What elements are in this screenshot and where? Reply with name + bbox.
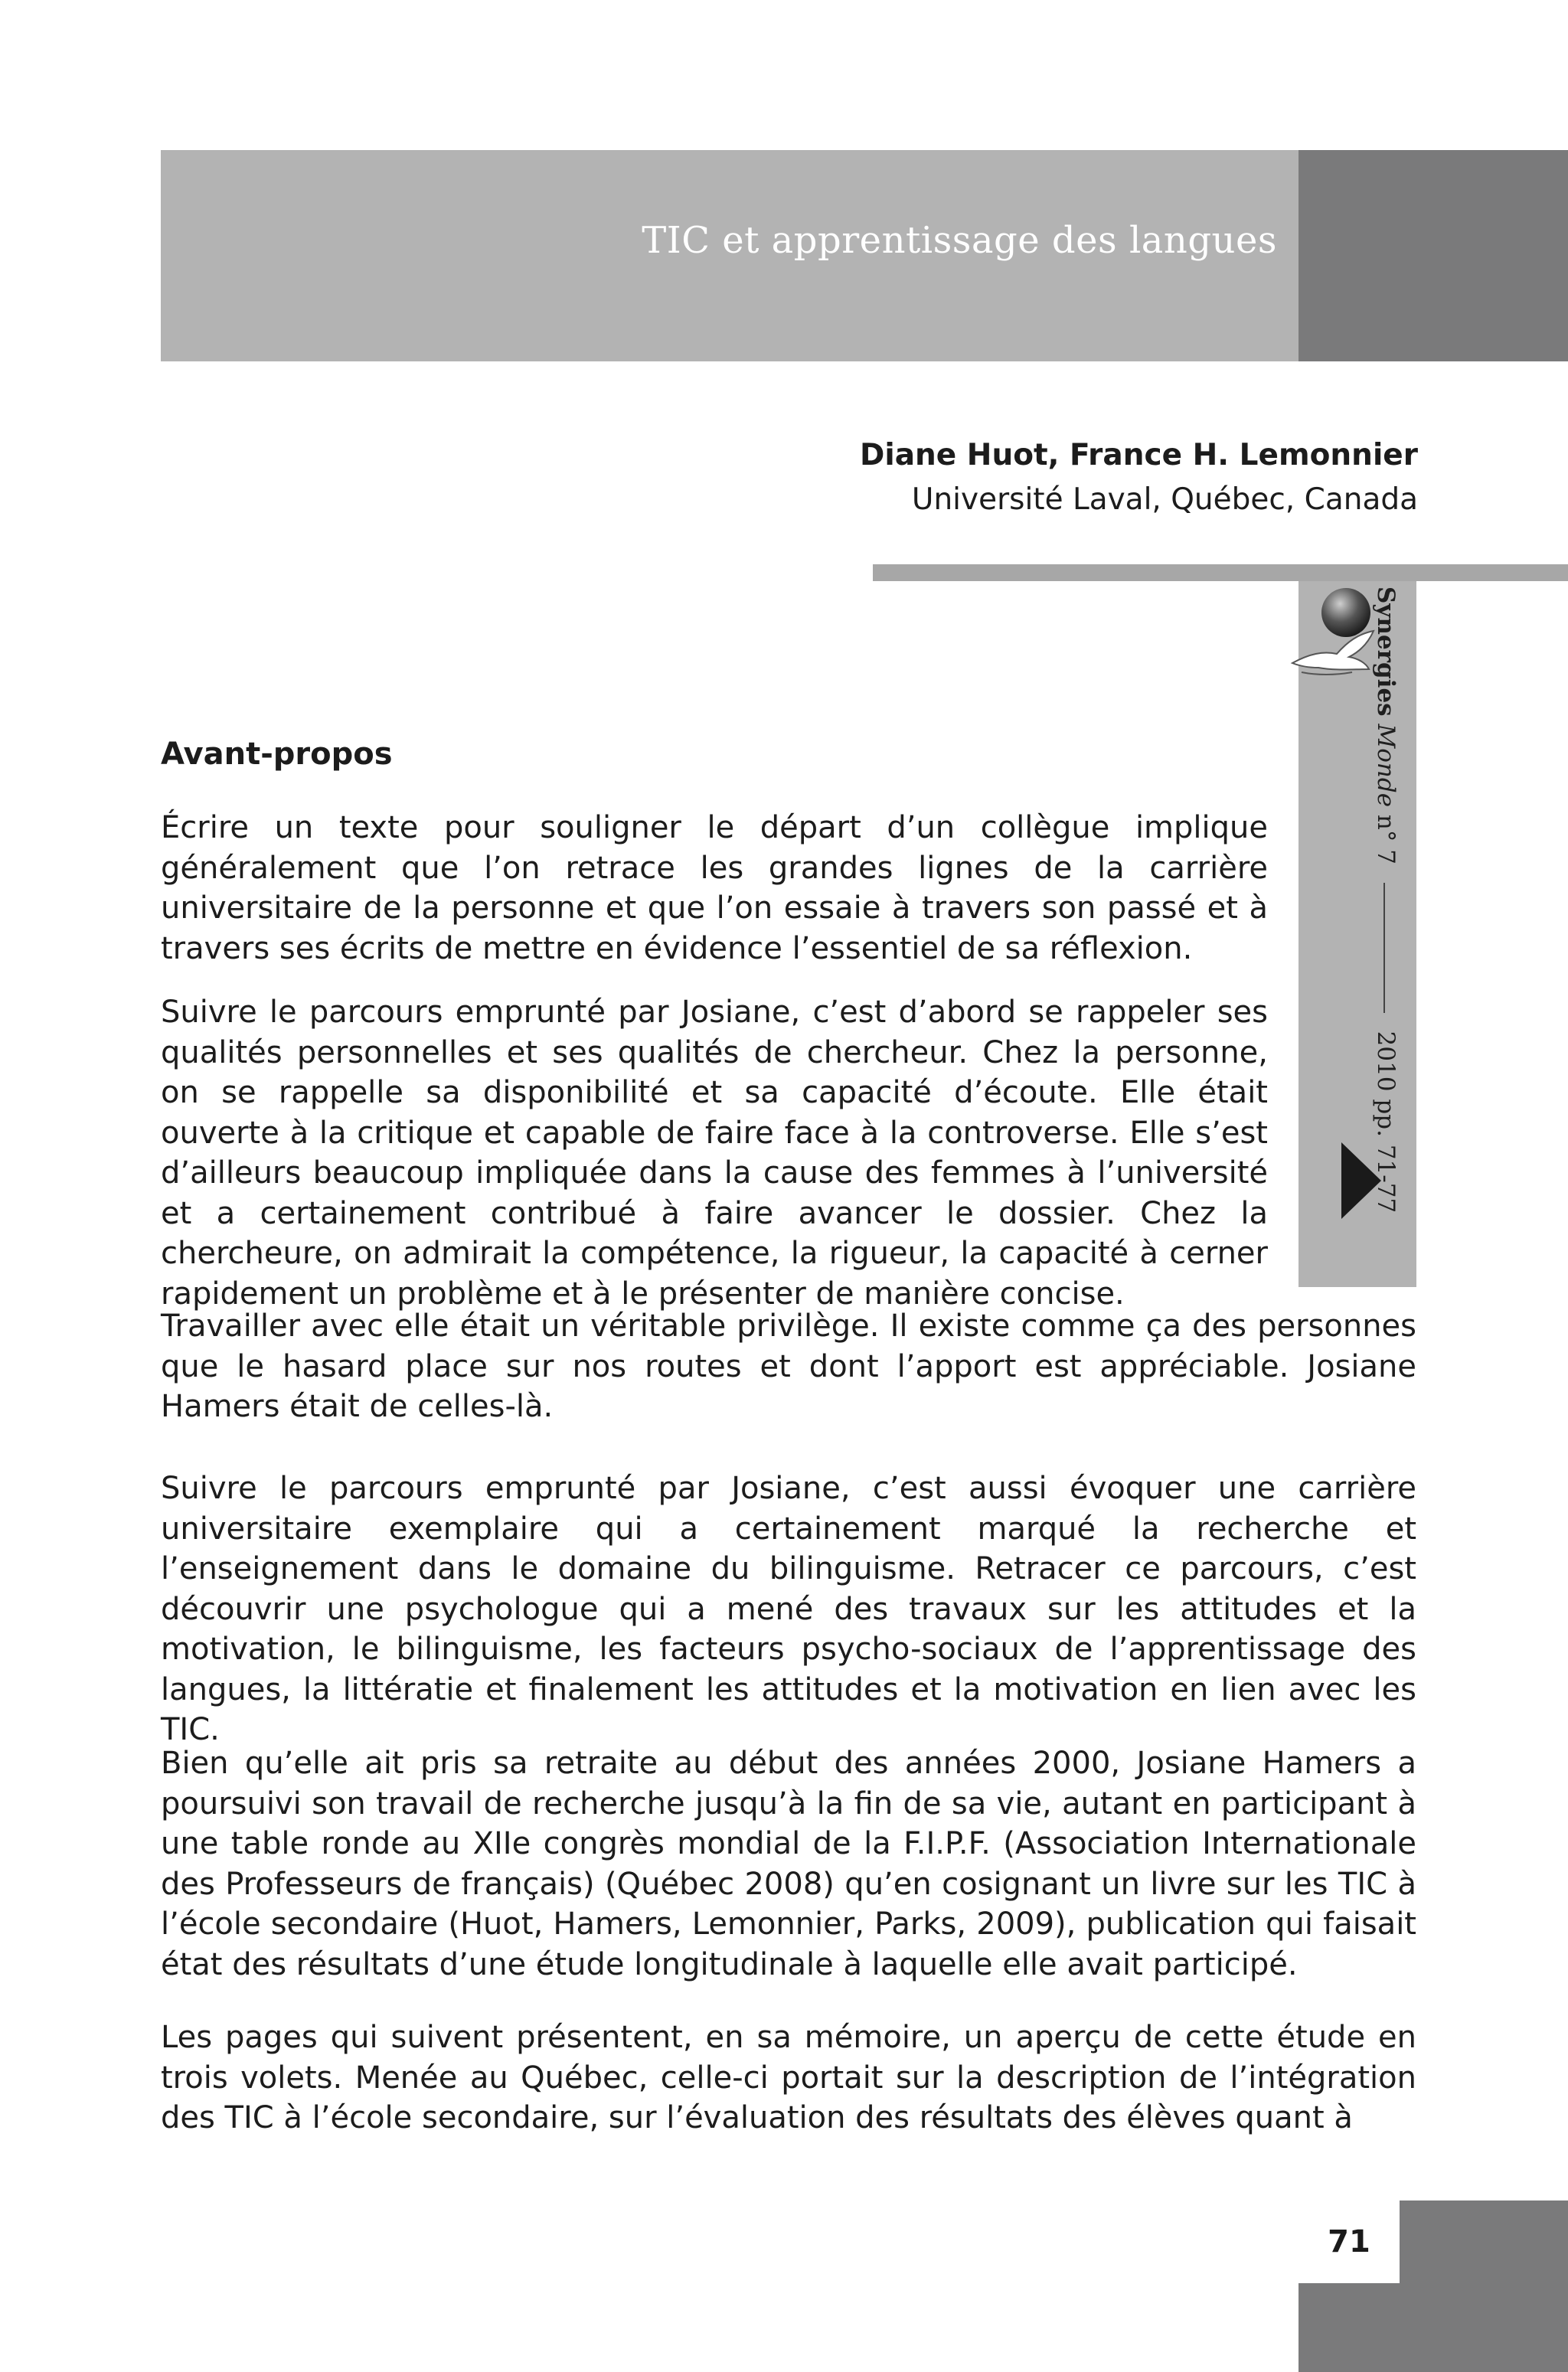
author-block bbox=[860, 433, 1418, 522]
page-number: 71 bbox=[1328, 2224, 1370, 2259]
header-tab bbox=[1298, 150, 1568, 361]
section-title: TIC et apprentissage des langues bbox=[642, 219, 1277, 262]
author-names: Diane Huot, France H. Lemonnier bbox=[859, 438, 1418, 472]
triangle-right-icon bbox=[1341, 1142, 1381, 1219]
journal-reference bbox=[1372, 586, 1400, 1213]
author-affiliation: Université Laval, Québec, Canada bbox=[911, 482, 1418, 517]
dove-globe-icon bbox=[1279, 577, 1386, 692]
journal-name: Synergies bbox=[1372, 586, 1400, 717]
footer-tab bbox=[1400, 2200, 1568, 2372]
journal-series: Monde bbox=[1372, 724, 1400, 808]
journal-issue: n° 7 bbox=[1372, 814, 1400, 864]
paragraph-5: Les pages qui suivent présentent, en sa mémoire, un aperçu de cette étude en trois volets. Menée au Québec, celle-ci portait sur la description de l’intégration des TIC à l’école secondaire, sur l’évaluation des résultats des élèves quant à bbox=[161, 2020, 1416, 2135]
journal-year-pages: 2010 pp. 71-77 bbox=[1372, 1031, 1400, 1214]
section-heading: Avant-propos bbox=[161, 737, 393, 772]
paragraph-1: Écrire un texte pour souligner le départ d’un collègue implique généralement que l’on retrace les grandes lignes de la carrière universitaire de la personne et que l’on essaie à travers son passé et à travers ses écrits de mettre en évidence l’essentiel de sa réflexion. bbox=[161, 810, 1268, 966]
footer-shade bbox=[1298, 2283, 1400, 2372]
paragraph-3: Suivre le parcours emprunté par Josiane, c’est aussi évoquer une carrière universitaire exemplaire qui a certainement marqué la recherche et l’enseignement dans le domaine du bilinguisme. Retracer ce parcours, c’est découvrir une psychologue qui a mené des travaux sur les attitudes et la motivation, le bilinguisme, les facteurs psycho-sociaux de l’apprentissage des langues, la littératie et finalement les attitudes et la motivation en lien avec les TIC. bbox=[161, 1471, 1416, 1747]
journal-separator bbox=[1384, 883, 1386, 1013]
paragraph-2: Suivre le parcours emprunté par Josiane, c’est d’abord se rappeler ses qualités personnelles et ses qualités de chercheur. Chez la personne, on se rappelle sa disponibilité et sa capacité d’écoute. Elle était ouverte à la critique et capable de faire face à la controverse. Elle s’est d’ailleurs beaucoup impliquée dans la cause des femmes à l’université et a certainement contribué à faire avancer le dossier. Chez la chercheure, on admirait la compétence, la rigueur, la capacité à cerner rapidement un problème et à le présenter de manière concise. bbox=[161, 995, 1268, 1312]
header-divider bbox=[873, 564, 1568, 581]
paragraph-2-continued: Travailler avec elle était un véritable privilège. Il existe comme ça des personnes que le hasard place sur nos routes et dont l’apport est appréciable. Josiane Hamers était de celles-là. bbox=[161, 1309, 1416, 1424]
paragraph-4: Bien qu’elle ait pris sa retraite au début des années 2000, Josiane Hamers a poursuivi son travail de recherche jusqu’à la fin de sa vie, autant en participant à une table ronde au XIIe congrès mondial de la F.I.P.F. (Association Internationale des Professeurs de français) (Québec 2008) qu’en cosignant un livre sur les TIC à l’école secondaire (Huot, Hamers, Lemonnier, Parks, 2009), publication qui faisait état des résultats d’une étude longitudinale à laquelle elle avait participé. bbox=[161, 1746, 1416, 1982]
